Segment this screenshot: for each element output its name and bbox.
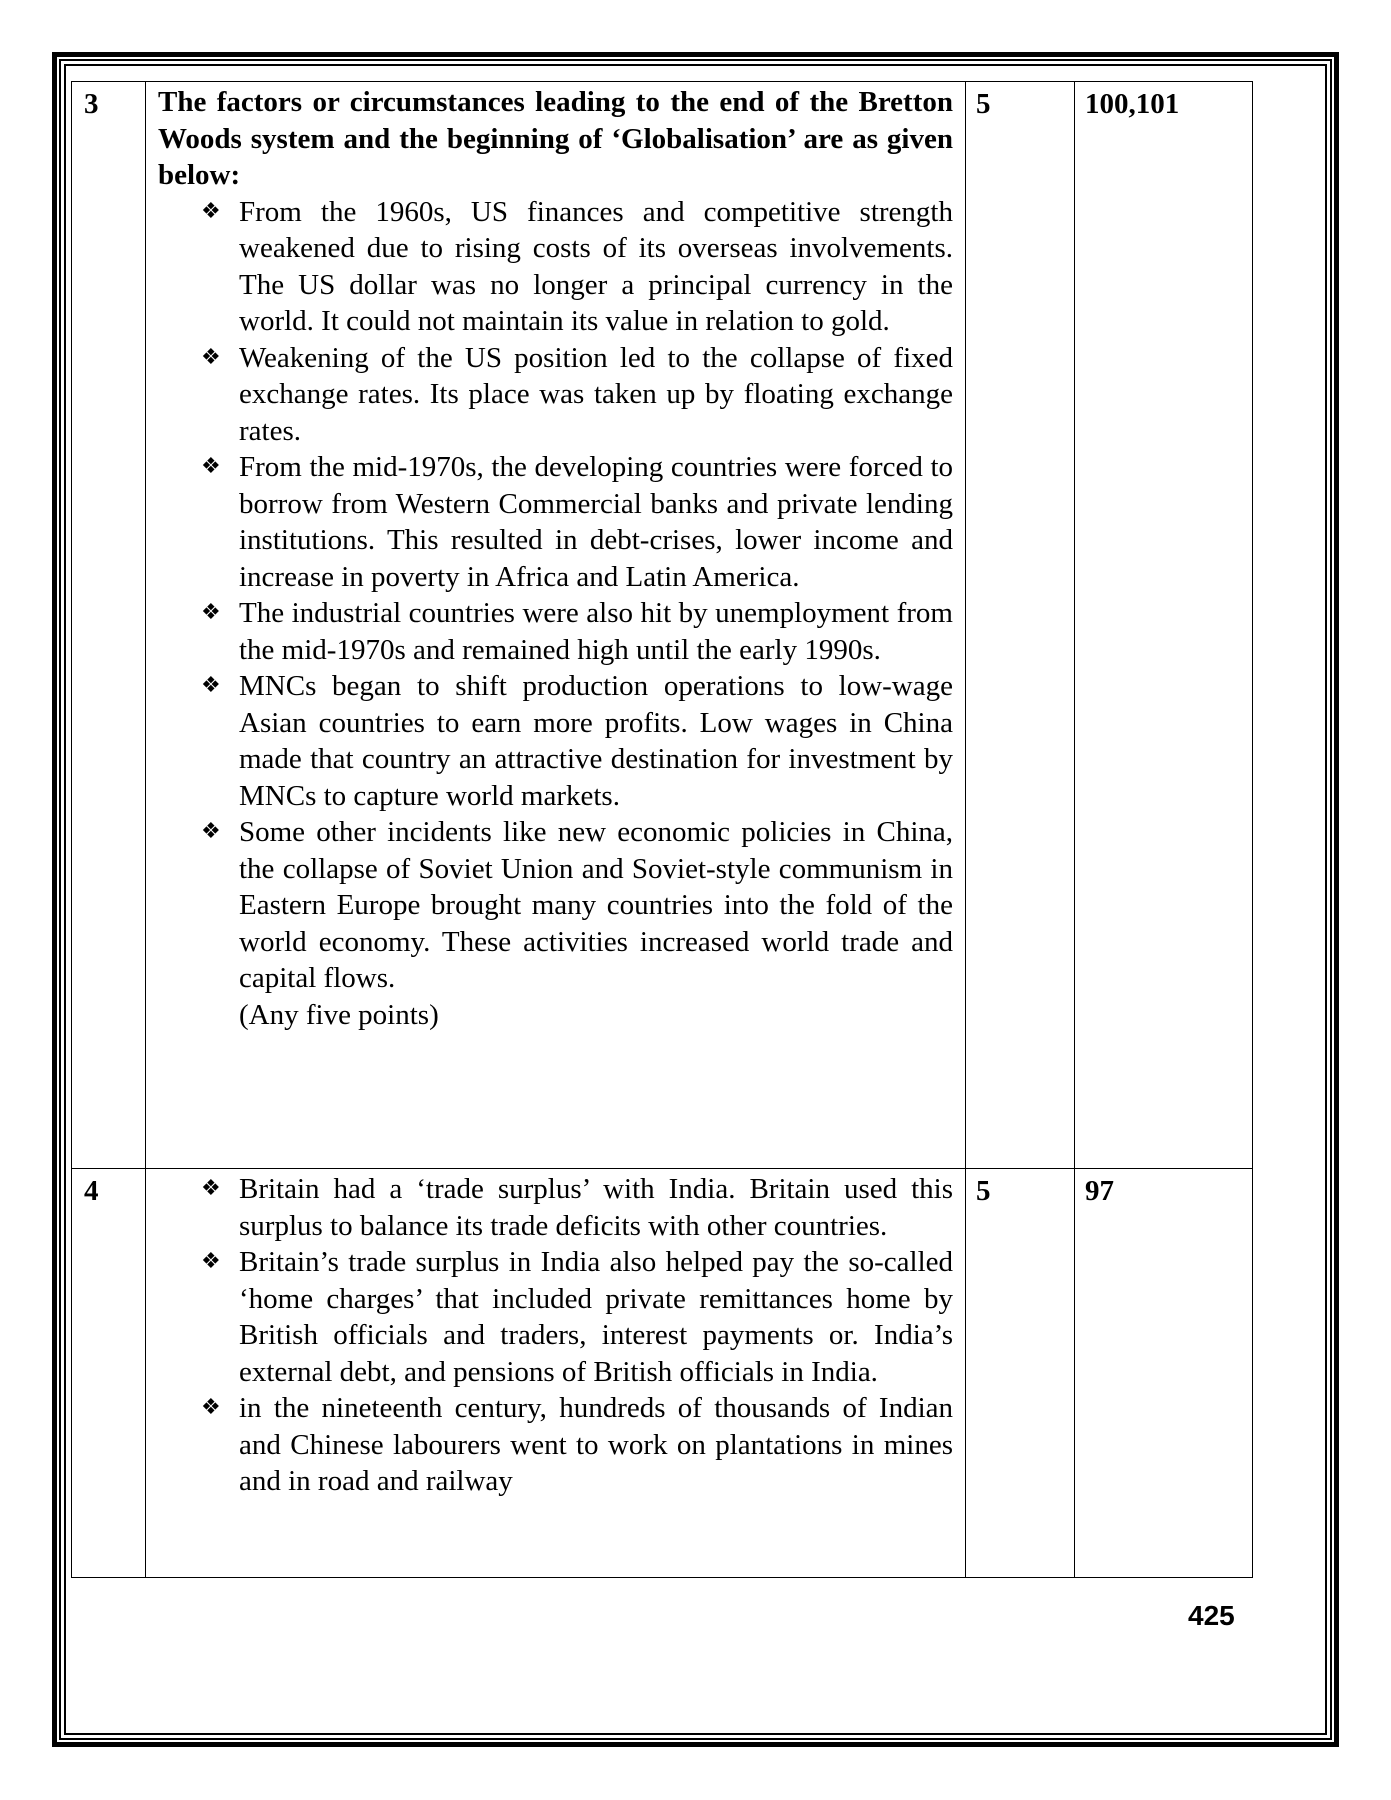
page-reference-cell: 97 — [1075, 1169, 1253, 1578]
answer-cell — [146, 1169, 966, 1578]
diamond-bullet-icon: ❖ — [201, 1176, 221, 1201]
marks-cell: 5 — [966, 1169, 1075, 1578]
answer-point: ❖ Britain’s trade surplus in India also helped pay the so-called ‘home charges’ that included private remittances home by British officials and traders, interest payments or. India’s external debt, and pensions of British officials in India. — [201, 1246, 953, 1388]
answer-points — [158, 194, 953, 997]
diamond-bullet-icon: ❖ — [201, 1395, 221, 1420]
answer-point: ❖ Britain had a ‘trade surplus’ with India. Britain used this surplus to balance its trade deficits with other countries. — [201, 1173, 953, 1242]
answer-intro: The factors or circumstances leading to the end of the Bretton Woods system and the beginning of ‘Globalisation’ are as given below: — [158, 86, 953, 191]
answer-point: ❖ From the 1960s, US finances and competitive strength weakened due to rising costs of its overseas involvements. The US dollar was no longer a principal currency in the world. It could not maintain its value in relation to gold. — [201, 195, 953, 337]
table-row-question-4 — [72, 1169, 1253, 1578]
diamond-bullet-icon: ❖ — [201, 673, 221, 698]
page-number: 425 — [1188, 1600, 1235, 1631]
answer-note: (Any five points) — [239, 998, 439, 1031]
answer-points — [158, 1171, 953, 1500]
marks-cell: 5 — [966, 82, 1075, 1169]
answer-point: ❖ in the nineteenth century, hundreds of thousands of Indian and Chinese labourers went to work on plantations in mines and in road and railway — [201, 1392, 953, 1497]
answer-table — [71, 81, 1253, 1578]
question-number: 3 — [72, 82, 146, 1169]
page-reference-cell: 100,101 — [1075, 82, 1253, 1169]
answer-point: ❖ From the mid-1970s, the developing countries were forced to borrow from Western Commercial banks and private lending institutions. This resulted in debt-crises, lower income and increase in poverty in Africa and Latin America. — [201, 451, 953, 593]
question-number: 4 — [72, 1169, 146, 1578]
table-row-question-3 — [72, 82, 1253, 1169]
answer-cell — [146, 82, 966, 1169]
diamond-bullet-icon: ❖ — [201, 600, 221, 625]
answer-point: ❖ Weakening of the US position led to the collapse of fixed exchange rates. Its place was taken up by floating exchange rates. — [201, 341, 953, 447]
diamond-bullet-icon: ❖ — [201, 1249, 221, 1274]
diamond-bullet-icon: ❖ — [201, 198, 221, 224]
answer-point: ❖ Some other incidents like new economic policies in China, the collapse of Soviet Union and Soviet-style communism in Eastern Europe brought many countries into the fold of the world economy. These activities increased world trade and capital flows. — [201, 816, 953, 994]
answer-point: ❖ MNCs began to shift production operations to low-wage Asian countries to earn more profits. Low wages in China made that country an attractive destination for investment by MNCs to capture world markets. — [201, 670, 953, 812]
diamond-bullet-icon: ❖ — [201, 344, 221, 370]
diamond-bullet-icon: ❖ — [201, 819, 221, 844]
diamond-bullet-icon: ❖ — [201, 454, 221, 479]
answer-point: ❖ The industrial countries were also hit by unemployment from the mid-1970s and remained high until the early 1990s. — [201, 597, 953, 666]
